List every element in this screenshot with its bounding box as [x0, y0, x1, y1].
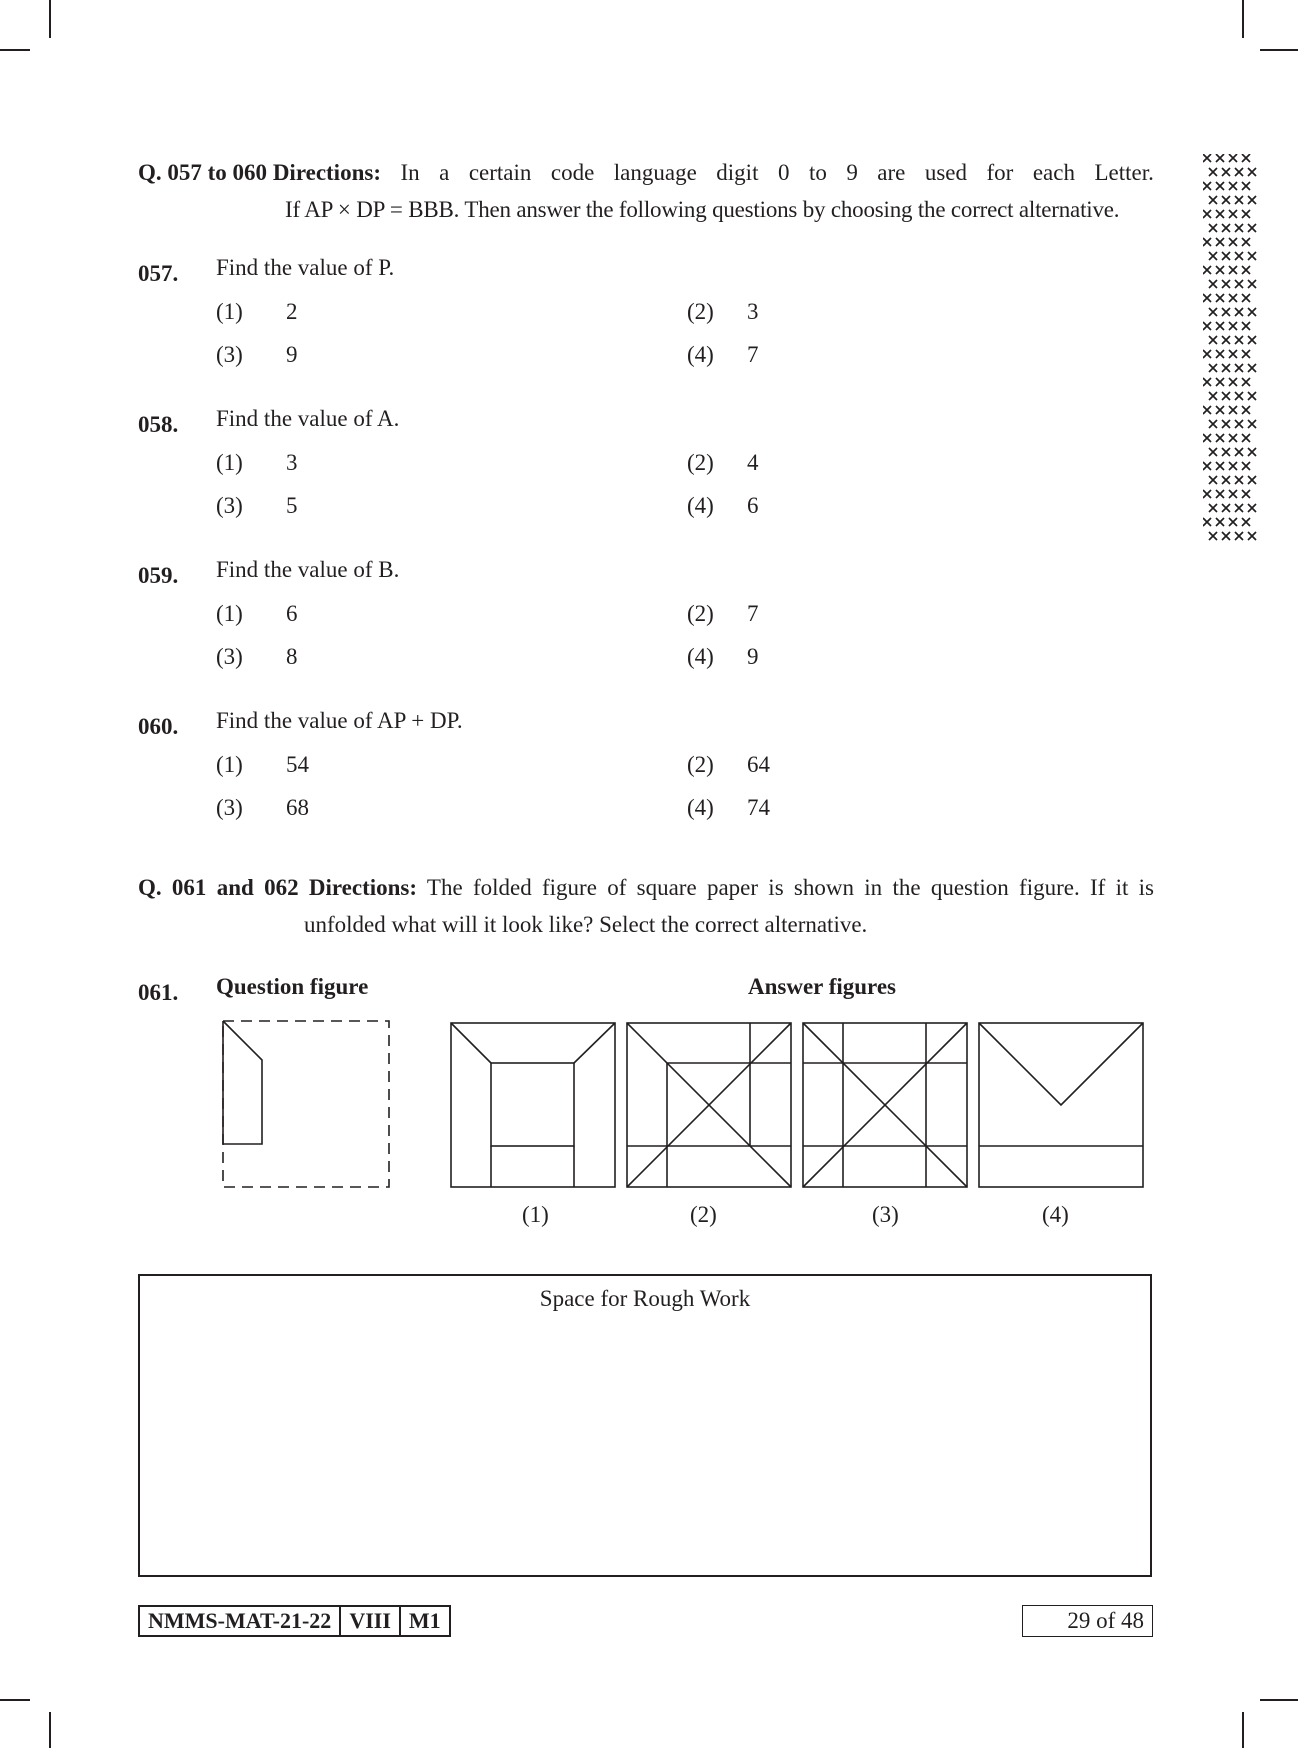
question-figure-label: Question figure	[216, 974, 369, 999]
pattern-cross	[1235, 308, 1243, 316]
pattern-cross	[1222, 224, 1230, 232]
directions-line2: unfolded what will it look like? Select the correct alternative.	[304, 912, 868, 937]
pattern-cross	[1209, 392, 1217, 400]
pattern-cross	[1248, 504, 1256, 512]
answer-figure-3[interactable]	[802, 1022, 968, 1188]
pattern-cross	[1229, 294, 1237, 302]
option-4[interactable]	[687, 795, 770, 821]
directions-word: 0	[777, 160, 790, 185]
option-number: (2)	[687, 450, 714, 475]
pattern-cross	[1222, 448, 1230, 456]
pattern-cross	[1203, 154, 1211, 162]
pattern-cross	[1222, 532, 1230, 540]
pattern-cross	[1203, 490, 1211, 498]
rough-work-title: Space for Rough Work	[539, 1286, 751, 1311]
pattern-cross	[1229, 350, 1237, 358]
option-1[interactable]	[216, 450, 298, 476]
directions-range-label: Q. 057 to 060	[138, 160, 268, 185]
question-number: 060.	[138, 714, 179, 739]
pattern-cross	[1216, 266, 1224, 274]
option-number: (4)	[687, 795, 714, 820]
pattern-cross	[1248, 420, 1256, 428]
option-value: 9	[747, 644, 759, 669]
option-number: (2)	[687, 752, 714, 777]
option-3[interactable]	[216, 342, 298, 368]
pattern-cross	[1216, 490, 1224, 498]
pattern-cross	[1209, 196, 1217, 204]
answer-figure-2[interactable]	[626, 1022, 792, 1188]
pattern-cross	[1222, 336, 1230, 344]
directions-word: language	[613, 160, 697, 185]
pattern-cross	[1248, 196, 1256, 204]
directions-word: each	[1032, 160, 1075, 185]
pattern-cross	[1216, 154, 1224, 162]
pattern-cross	[1209, 476, 1217, 484]
directions-word: certain	[468, 160, 532, 185]
option-value: 2	[286, 299, 298, 324]
option-value: 3	[286, 450, 298, 475]
directions-word: for	[986, 160, 1014, 185]
pattern-cross	[1235, 532, 1243, 540]
pattern-cross	[1222, 280, 1230, 288]
pattern-cross	[1248, 364, 1256, 372]
pattern-cross	[1209, 448, 1217, 456]
directions-label: Directions:	[308, 875, 418, 900]
directions-057-060	[138, 154, 1154, 228]
option-value: 3	[747, 299, 759, 324]
pattern-cross	[1216, 350, 1224, 358]
option-number: (1)	[216, 752, 243, 777]
pattern-cross	[1222, 476, 1230, 484]
pattern-cross	[1248, 252, 1256, 260]
pattern-cross	[1222, 252, 1230, 260]
option-3[interactable]	[216, 795, 309, 821]
option-value: 6	[747, 493, 759, 518]
answer-figure-1[interactable]	[450, 1022, 616, 1188]
pattern-cross	[1242, 182, 1250, 190]
option-1[interactable]	[216, 601, 298, 627]
crop-mark	[1260, 1699, 1298, 1701]
pattern-cross	[1222, 504, 1230, 512]
pattern-cross	[1203, 350, 1211, 358]
pattern-cross	[1248, 224, 1256, 232]
directions-word: 9	[846, 160, 858, 185]
pattern-cross	[1203, 406, 1211, 414]
option-value: 7	[747, 342, 759, 367]
option-number: (2)	[687, 601, 714, 626]
pattern-cross	[1229, 182, 1237, 190]
option-value: 64	[747, 752, 770, 777]
pattern-cross	[1203, 238, 1211, 246]
option-value: 5	[286, 493, 298, 518]
question-number: 061.	[138, 980, 179, 1005]
pattern-cross	[1209, 504, 1217, 512]
pattern-cross	[1235, 196, 1243, 204]
pattern-cross	[1242, 238, 1250, 246]
pattern-cross	[1235, 392, 1243, 400]
pattern-cross	[1235, 420, 1243, 428]
option-number: (1)	[216, 601, 243, 626]
option-number: (4)	[687, 644, 714, 669]
directions-word: code	[550, 160, 595, 185]
option-number: (3)	[216, 493, 243, 518]
question-text: Find the value of P.	[216, 255, 395, 280]
directions-061-062	[138, 869, 1154, 943]
pattern-cross	[1203, 182, 1211, 190]
pattern-cross	[1242, 350, 1250, 358]
pattern-cross	[1242, 434, 1250, 442]
option-value: 7	[747, 601, 759, 626]
directions-word: to	[808, 160, 827, 185]
option-2[interactable]	[687, 752, 770, 778]
pattern-cross	[1248, 476, 1256, 484]
pattern-cross	[1222, 420, 1230, 428]
paper-set: M1	[408, 1608, 441, 1633]
pattern-cross	[1216, 294, 1224, 302]
option-3[interactable]	[216, 493, 298, 519]
directions-word: In	[400, 160, 420, 185]
pattern-cross	[1242, 266, 1250, 274]
pattern-cross	[1216, 518, 1224, 526]
option-number: (3)	[216, 644, 243, 669]
pattern-cross	[1229, 490, 1237, 498]
directions-word: Letter.	[1094, 160, 1154, 185]
question-text: Find the value of AP + DP.	[216, 708, 463, 733]
option-4[interactable]	[687, 644, 759, 670]
pattern-cross	[1229, 210, 1237, 218]
pattern-cross	[1216, 182, 1224, 190]
pattern-cross	[1235, 252, 1243, 260]
pattern-cross	[1209, 168, 1217, 176]
pattern-cross	[1203, 210, 1211, 218]
question-number: 059.	[138, 563, 179, 588]
pattern-cross	[1216, 238, 1224, 246]
paper-class: VIII	[341, 1607, 401, 1635]
crop-mark	[1242, 1712, 1244, 1748]
pattern-cross	[1209, 336, 1217, 344]
directions-label: Directions:	[272, 160, 381, 185]
pattern-cross	[1242, 154, 1250, 162]
pattern-cross	[1209, 224, 1217, 232]
answer-label-3: (3)	[872, 1202, 899, 1227]
option-value: 4	[747, 450, 759, 475]
pattern-cross	[1216, 378, 1224, 386]
option-1[interactable]	[216, 752, 309, 778]
pattern-cross	[1229, 238, 1237, 246]
pattern-cross	[1242, 294, 1250, 302]
answer-figures-label: Answer figures	[748, 974, 897, 999]
pattern-cross	[1203, 434, 1211, 442]
pattern-cross	[1248, 532, 1256, 540]
directions-word: a	[439, 160, 450, 185]
question-text: Find the value of A.	[216, 406, 400, 431]
answer-figure-4[interactable]	[978, 1022, 1144, 1188]
option-number: (2)	[687, 299, 714, 324]
option-1[interactable]	[216, 299, 298, 325]
pattern-cross	[1203, 266, 1211, 274]
pattern-cross	[1209, 364, 1217, 372]
crop-mark	[1242, 0, 1244, 38]
crop-mark	[0, 1699, 30, 1701]
pattern-cross	[1216, 462, 1224, 470]
answer-label-2: (2)	[690, 1202, 717, 1227]
option-4[interactable]	[687, 493, 759, 519]
pattern-cross	[1203, 518, 1211, 526]
side-pattern-decoration	[1203, 154, 1263, 546]
pattern-cross	[1222, 196, 1230, 204]
question-text: Find the value of B.	[216, 557, 400, 582]
option-number: (4)	[687, 493, 714, 518]
pattern-cross	[1242, 518, 1250, 526]
directions-word: digit	[716, 160, 759, 185]
pattern-cross	[1235, 224, 1243, 232]
option-number: (4)	[687, 342, 714, 367]
crop-mark	[49, 0, 51, 38]
pattern-cross	[1235, 504, 1243, 512]
pattern-cross	[1242, 378, 1250, 386]
pattern-cross	[1242, 490, 1250, 498]
pattern-cross	[1209, 308, 1217, 316]
pattern-cross	[1203, 294, 1211, 302]
pattern-cross	[1216, 322, 1224, 330]
pattern-cross	[1242, 406, 1250, 414]
pattern-cross	[1222, 168, 1230, 176]
pattern-cross	[1209, 280, 1217, 288]
option-2[interactable]	[687, 601, 759, 627]
crop-mark	[0, 49, 30, 51]
pattern-cross	[1235, 448, 1243, 456]
paper-code-box	[138, 1605, 451, 1637]
pattern-cross	[1229, 266, 1237, 274]
paper-code: NMMS-MAT-21-22	[140, 1607, 341, 1635]
question-number: 058.	[138, 412, 179, 437]
option-value: 9	[286, 342, 298, 367]
pattern-cross	[1248, 336, 1256, 344]
pattern-cross	[1248, 448, 1256, 456]
pattern-cross	[1242, 210, 1250, 218]
directions-range-label: Q. 061 and 062	[138, 875, 299, 900]
rough-work-box[interactable]	[138, 1274, 1152, 1577]
pattern-cross	[1209, 252, 1217, 260]
option-number: (3)	[216, 795, 243, 820]
pattern-cross	[1229, 154, 1237, 162]
pattern-cross	[1216, 406, 1224, 414]
pattern-cross	[1229, 378, 1237, 386]
pattern-cross	[1216, 434, 1224, 442]
option-value: 68	[286, 795, 309, 820]
answer-label-1: (1)	[522, 1202, 549, 1227]
crop-mark	[49, 1712, 51, 1748]
pattern-cross	[1235, 364, 1243, 372]
pattern-cross	[1235, 280, 1243, 288]
pattern-cross	[1248, 280, 1256, 288]
pattern-cross	[1203, 378, 1211, 386]
pattern-cross	[1242, 462, 1250, 470]
pattern-cross	[1203, 462, 1211, 470]
pattern-cross	[1216, 210, 1224, 218]
directions-line1: The folded figure of square paper is shown in the question figure. If it is	[426, 875, 1155, 900]
directions-word: used	[924, 160, 968, 185]
pattern-cross	[1229, 518, 1237, 526]
pattern-cross	[1242, 322, 1250, 330]
option-value: 74	[747, 795, 770, 820]
option-3[interactable]	[216, 644, 298, 670]
pattern-cross	[1209, 420, 1217, 428]
answer-label-4: (4)	[1042, 1202, 1069, 1227]
pattern-cross	[1229, 322, 1237, 330]
page-number: 29 of 48	[1022, 1605, 1153, 1637]
option-2[interactable]	[687, 299, 759, 325]
crop-mark	[1260, 49, 1298, 51]
pattern-cross	[1235, 336, 1243, 344]
pattern-cross	[1229, 434, 1237, 442]
pattern-cross	[1248, 308, 1256, 316]
option-number: (1)	[216, 450, 243, 475]
option-value: 8	[286, 644, 298, 669]
option-4[interactable]	[687, 342, 759, 368]
pattern-cross	[1248, 168, 1256, 176]
pattern-cross	[1229, 406, 1237, 414]
directions-line2: If AP × DP = BBB. Then answer the following questions by choosing the correct alternative.	[285, 197, 1120, 222]
pattern-cross	[1248, 392, 1256, 400]
pattern-cross	[1209, 532, 1217, 540]
pattern-cross	[1222, 392, 1230, 400]
directions-word: are	[877, 160, 906, 185]
pattern-cross	[1222, 308, 1230, 316]
pattern-cross	[1235, 476, 1243, 484]
question-figure	[222, 1020, 392, 1190]
pattern-cross	[1222, 364, 1230, 372]
pattern-cross	[1203, 322, 1211, 330]
option-2[interactable]	[687, 450, 759, 476]
option-value: 6	[286, 601, 298, 626]
pattern-cross	[1235, 168, 1243, 176]
option-number: (3)	[216, 342, 243, 367]
option-number: (1)	[216, 299, 243, 324]
pattern-cross	[1229, 462, 1237, 470]
question-number: 057.	[138, 261, 179, 286]
option-value: 54	[286, 752, 309, 777]
